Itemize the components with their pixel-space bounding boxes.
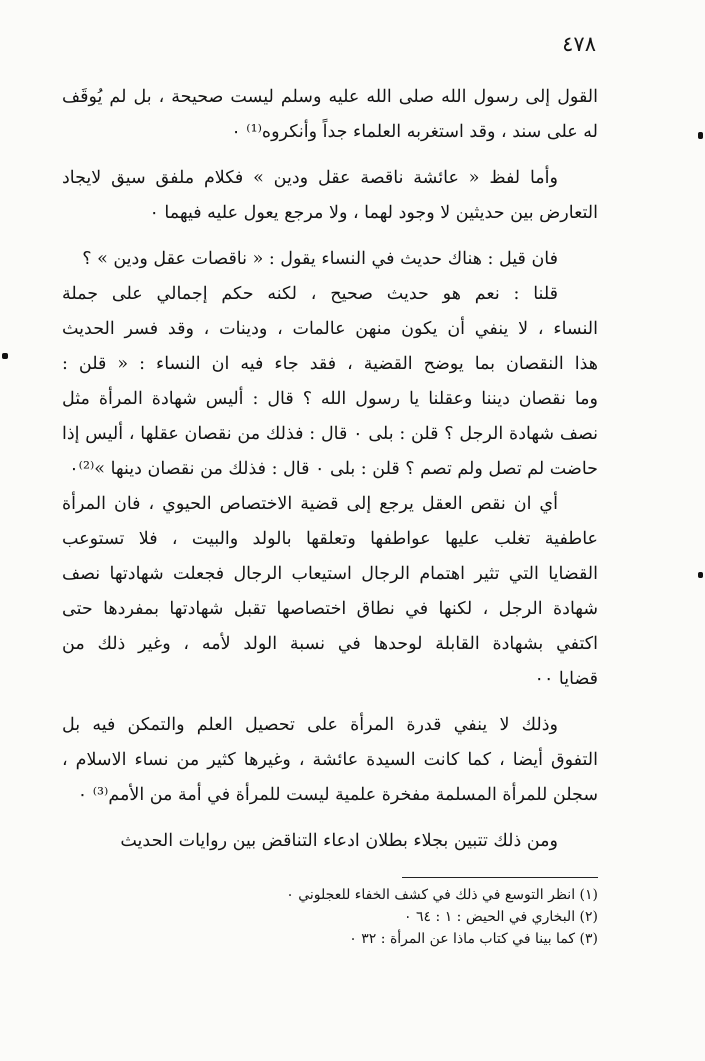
text-line: القول إلى رسول الله صلى الله عليه وسلم ليست صحيحة ، بل لم يُوقَف xyxy=(62,87,598,107)
text-line: شهادة الرجل ، لكنها في نطاق اختصاصها تقبل شهادتها بمفردها حتى xyxy=(62,599,598,619)
paragraph xyxy=(62,80,598,150)
footnote: (٣) كما بينا في كتاب ماذا عن المرأة : ٣٢ ٠ xyxy=(349,931,598,947)
text-line: له على سند ، وقد استغربه العلماء جداً وأنكروه⁽¹⁾ ٠ xyxy=(231,122,598,142)
scan-mark xyxy=(2,353,8,359)
paragraph xyxy=(62,242,598,697)
text-line: وأما لفظ « عائشة ناقصة عقل ودين » فكلام ملفق سيق لايجاد xyxy=(62,168,558,188)
text-line: نصف شهادة الرجل ؟ قلن : بلى ٠ قال : فذلك من نقصان عقلها ، أليس إذا xyxy=(62,424,598,444)
text-line: وما نقصان ديننا وعقلنا يا رسول الله ؟ قال : أليس شهادة المرأة مثل xyxy=(62,389,598,409)
footnote: (١) انظر التوسع في ذلك في كشف الخفاء للعجلوني ٠ xyxy=(286,887,598,903)
text-line: أي ان نقص العقل يرجع إلى قضية الاختصاص الحيوي ، فان المرأة xyxy=(62,494,558,514)
text-line: فان قيل : هناك حديث في النساء يقول : « ناقصات عقل ودين » ؟ xyxy=(82,249,558,269)
scan-mark xyxy=(698,132,703,139)
page-number: ٤٧٨ xyxy=(562,32,596,56)
paragraph xyxy=(62,824,598,859)
text-line: وذلك لا ينفي قدرة المرأة على تحصيل العلم والتمكن فيه بل xyxy=(62,715,558,735)
text-line: عاطفية تغلب عليها عواطفها وتعلقها بالولد والبيت ، فلا تستوعب xyxy=(62,529,598,549)
text-line: التفوق أيضا ، كما كانت السيدة عائشة ، وغيرها كثير من نساء الاسلام ، xyxy=(62,750,598,770)
text-line: سجلن للمرأة المسلمة مفخرة علمية ليست للمرأة في أمة من الأمم⁽³⁾ ٠ xyxy=(77,785,598,805)
text-line: حاضت لم تصل ولم تصم ؟ قلن : بلى ٠ قال : فذلك من نقصان دينها »⁽²⁾٠ xyxy=(69,459,598,479)
footnote-divider xyxy=(402,877,598,878)
paragraph xyxy=(62,161,598,231)
scan-mark xyxy=(698,572,703,578)
text-line: اكتفي بشهادة القابلة لوحدها في نسبة الولد لأمه ، وغير ذلك من xyxy=(62,634,598,654)
text-line: التعارض بين حديثين لا وجود لهما ، ولا مرجع يعول عليه فيهما ٠ xyxy=(149,203,598,223)
text-line: النساء ، لا ينفي أن يكون منهن عالمات ، ودينات ، وقد فسر الحديث xyxy=(62,319,598,339)
text-line: القضايا التي تثير اهتمام الرجال استيعاب الرجال فجعلت شهادتها نصف xyxy=(62,564,598,584)
text-line: ومن ذلك تتبين بجلاء بطلان ادعاء التناقض بين روايات الحديث xyxy=(120,831,558,851)
footnote: (٢) البخاري في الحيض : ١ : ٦٤ ٠ xyxy=(404,909,598,925)
text-line: هذا النقصان بما يوضح القضية ، فقد جاء فيه ان النساء : « قلن : xyxy=(62,354,598,374)
body-text xyxy=(62,80,598,859)
paragraph xyxy=(62,708,598,813)
text-line: قلنا : نعم هو حديث صحيح ، لكنه حكم إجمالي على جملة xyxy=(62,284,558,304)
text-line: قضايا ٠٠ xyxy=(534,669,598,689)
footnotes xyxy=(250,884,598,950)
